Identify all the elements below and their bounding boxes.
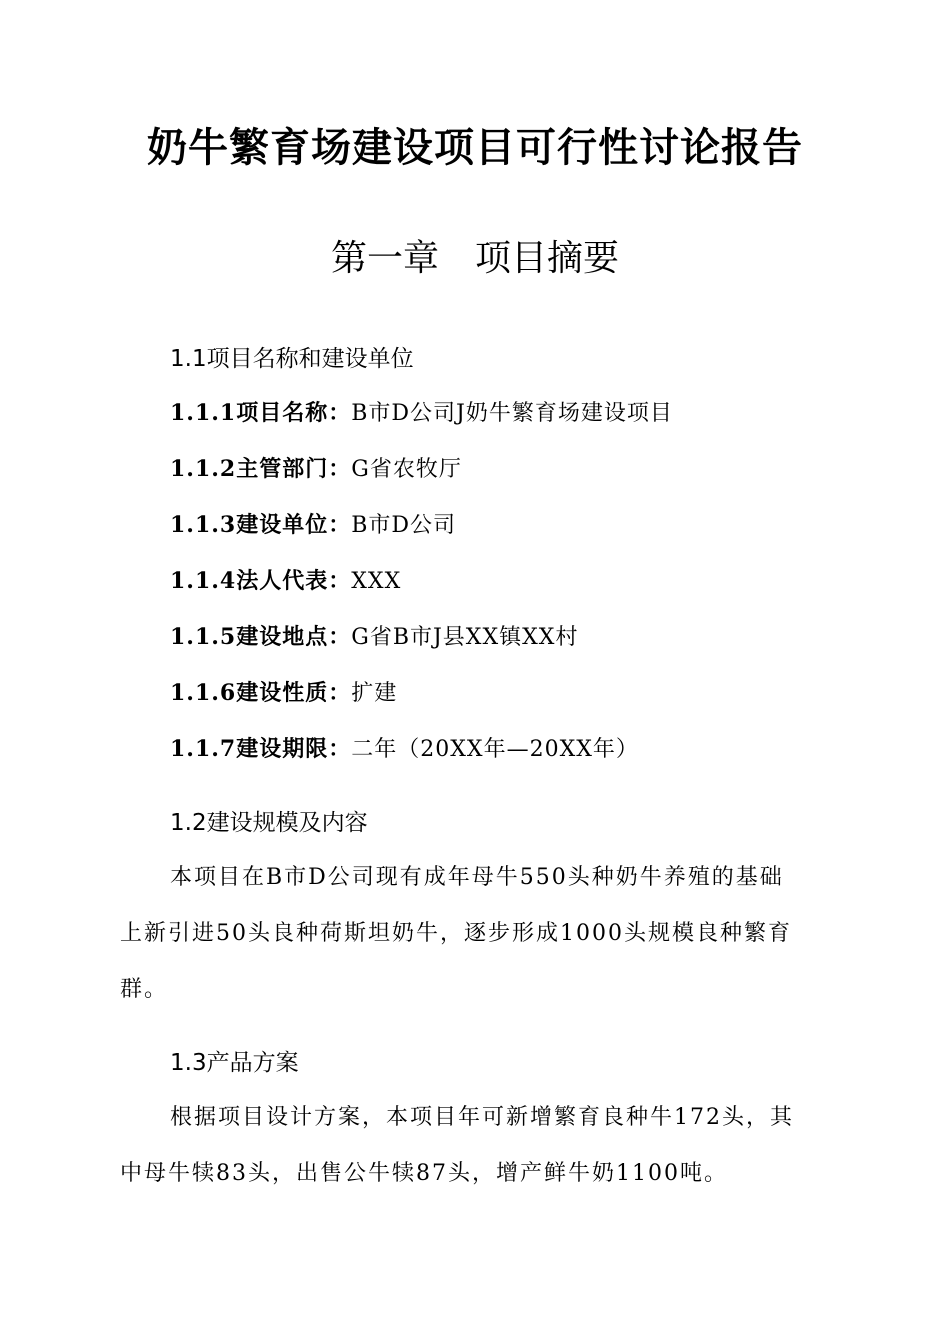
field-value: XXX	[351, 569, 402, 594]
field-label: 1.1.5建设地点：	[170, 624, 352, 650]
field-value: B市D公司	[351, 513, 457, 538]
field-legal-representative	[170, 564, 401, 595]
paragraph-line: 群。	[120, 977, 169, 1002]
field-construction-unit	[170, 508, 456, 539]
paragraph-line: 中母牛犊83头，出售公牛犊87头，增产鲜牛奶1100吨。	[120, 1161, 728, 1186]
field-label: 1.1.6建设性质：	[170, 680, 352, 706]
field-label: 1.1.3建设单位：	[170, 512, 352, 538]
field-label: 1.1.7建设期限：	[170, 736, 352, 762]
paragraph-line: 本项目在B市D公司现有成年母牛550头种奶牛养殖的基础	[170, 865, 784, 890]
field-value: G省B市J县XX镇XX村	[351, 625, 579, 650]
field-construction-period	[170, 732, 639, 763]
paragraph-line: 上新引进50头良种荷斯坦奶牛，逐步形成1000头规模良种繁育	[120, 921, 792, 946]
document-title: 奶牛繁育场建设项目可行性讨论报告	[147, 125, 803, 171]
section-heading-1-3: 1.3产品方案	[170, 1050, 299, 1076]
field-label: 1.1.4法人代表：	[170, 568, 352, 594]
section-heading-1-2: 1.2建设规模及内容	[170, 810, 368, 836]
field-value: 二年（20XX年—20XX年）	[351, 737, 639, 762]
field-label: 1.1.2主管部门：	[170, 456, 352, 482]
field-competent-department	[170, 452, 462, 483]
chapter-title: 第一章 项目摘要	[330, 238, 619, 279]
paragraph-line: 根据项目设计方案，本项目年可新增繁育良种牛172头，其	[170, 1105, 794, 1130]
field-construction-site	[170, 620, 578, 651]
section-heading-1-1: 1.1项目名称和建设单位	[170, 346, 414, 372]
field-construction-nature	[170, 676, 397, 707]
field-value: G省农牧厅	[351, 457, 462, 482]
field-value: B市D公司J奶牛繁育场建设项目	[351, 401, 673, 426]
field-value: 扩建	[351, 681, 398, 706]
field-project-name	[170, 396, 673, 427]
field-label: 1.1.1项目名称：	[170, 400, 352, 426]
